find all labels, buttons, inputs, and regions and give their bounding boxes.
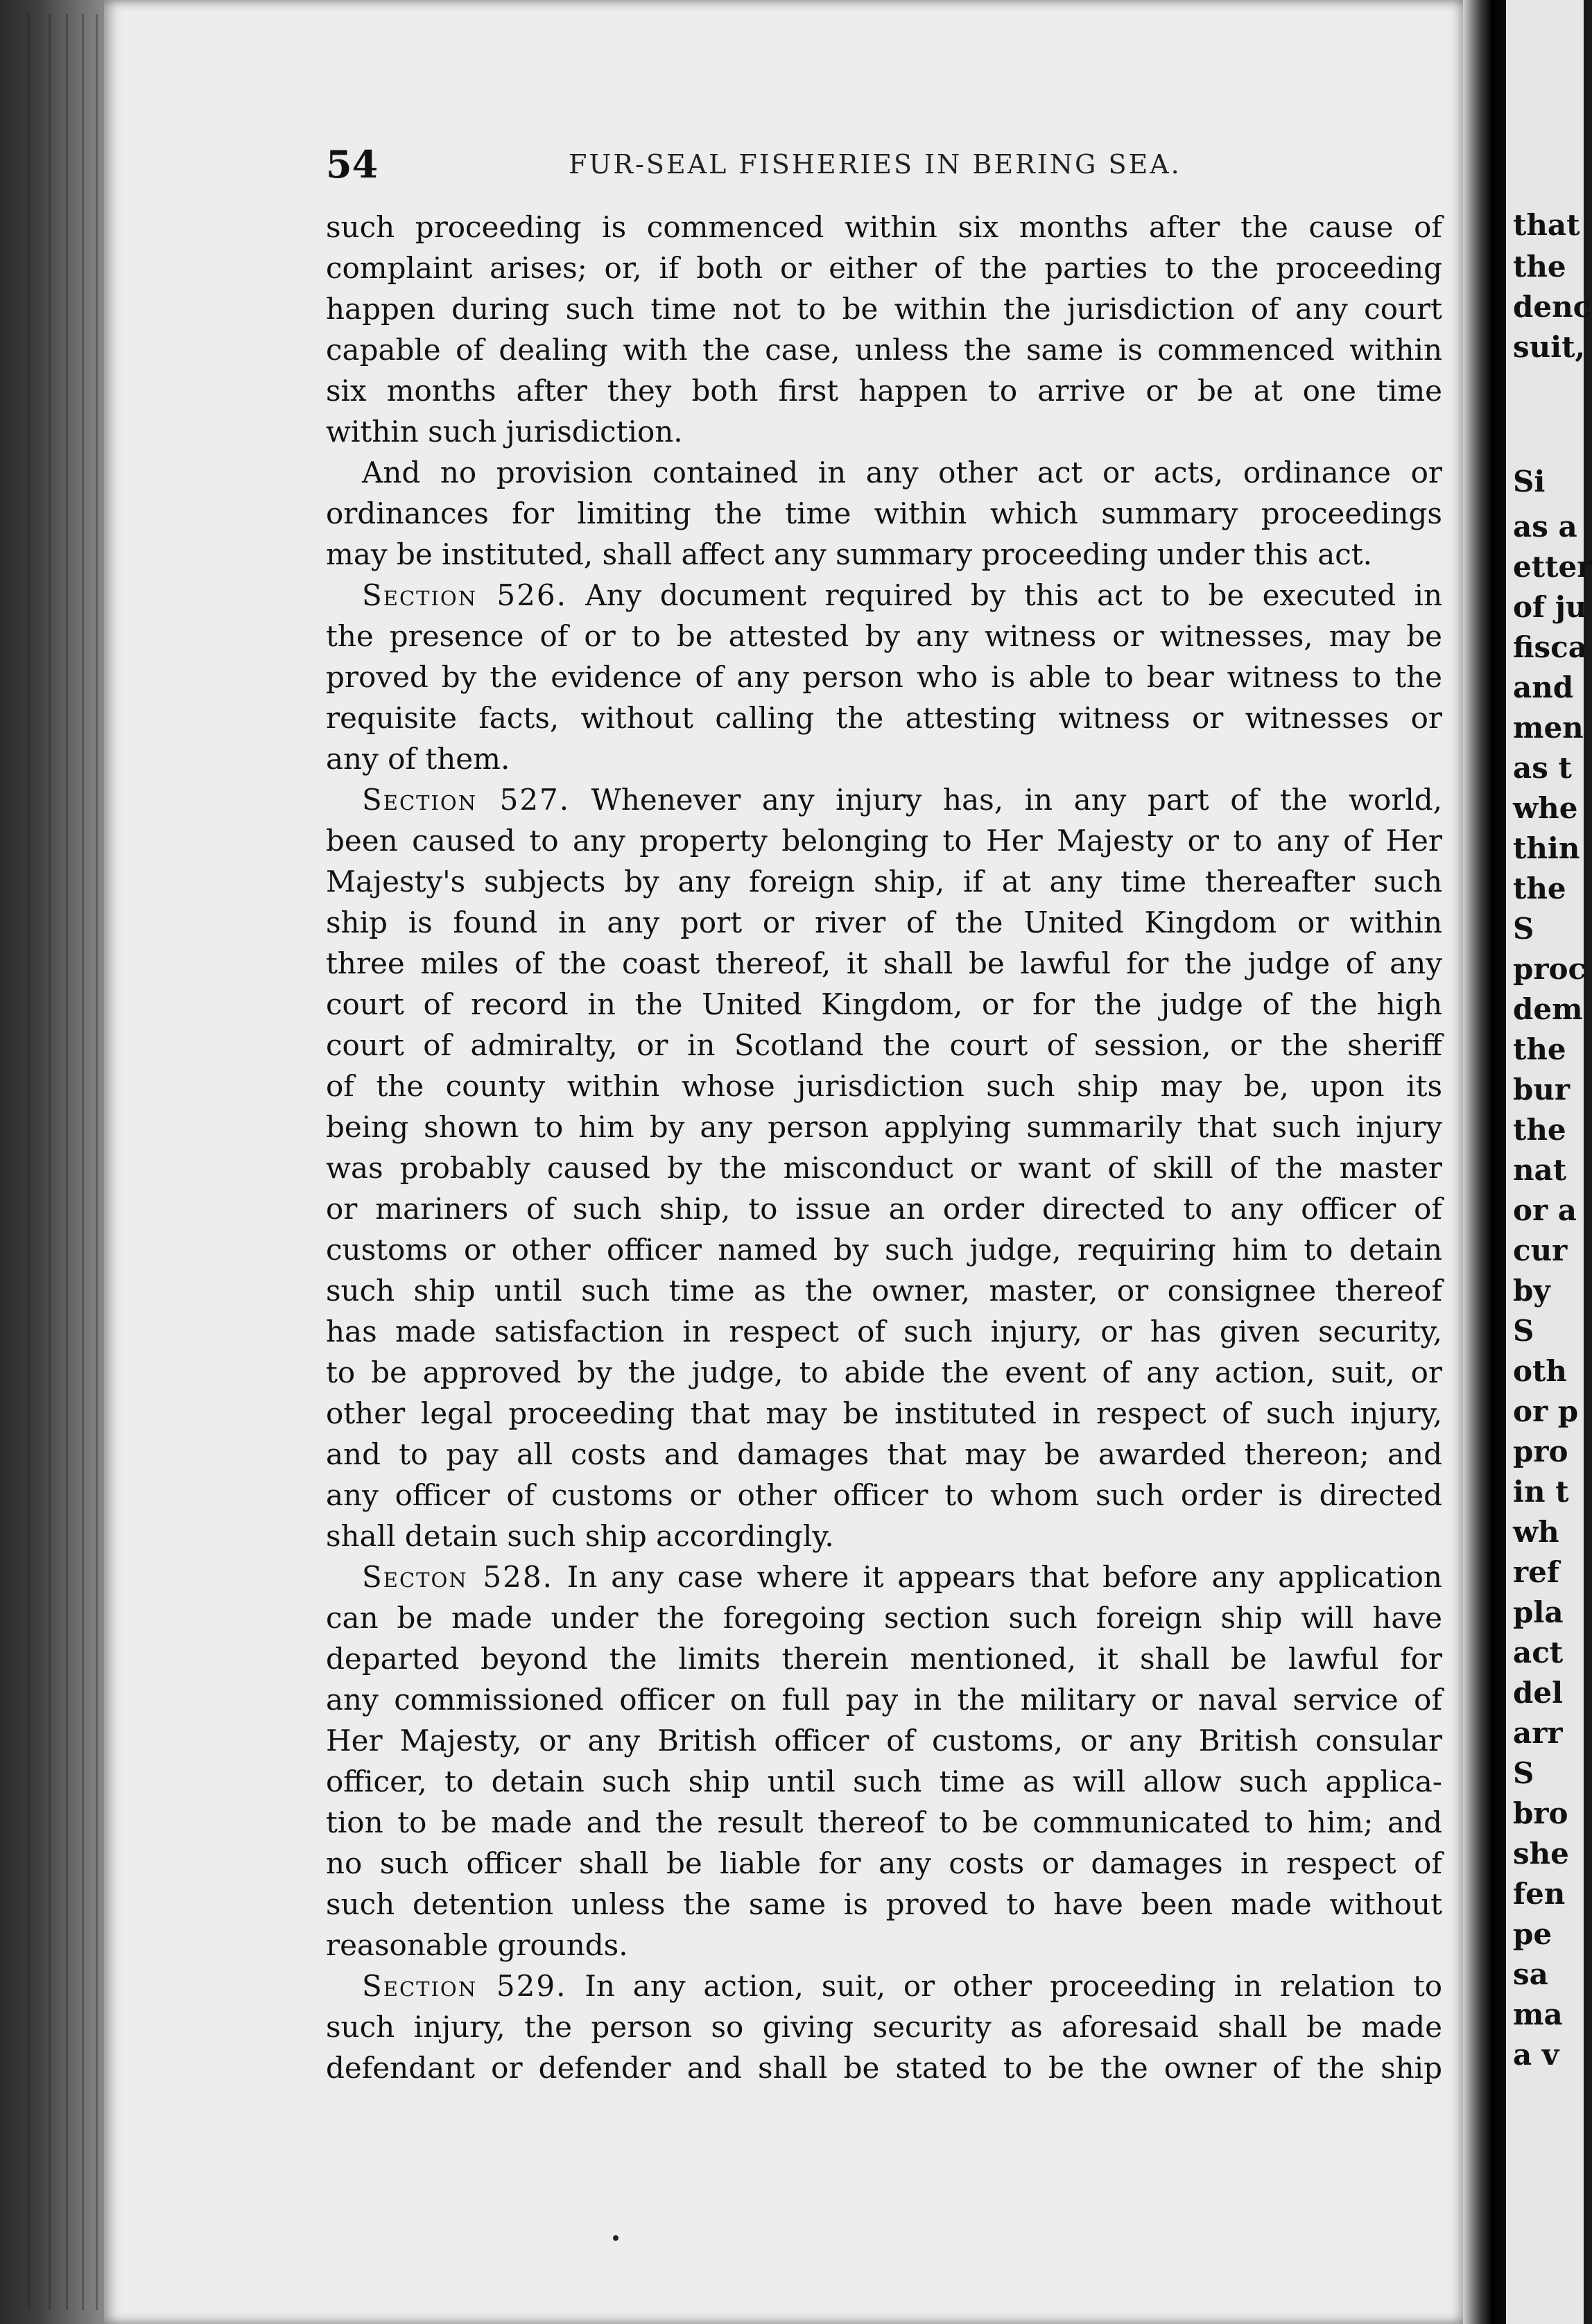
next-page-fragment: or a <box>1513 1193 1577 1227</box>
text-line <box>326 1966 1442 2006</box>
line-text: any commissioned officer on full pay in the military or naval service of <box>326 1683 1442 1717</box>
line-text: to be approved by the judge, to abide the event of any action, suit, or <box>326 1355 1442 1389</box>
next-page-fragment: pe <box>1513 1917 1552 1951</box>
line-text: court of record in the United Kingdom, or for the judge of the high <box>326 987 1442 1021</box>
line-text: other legal proceeding that may be instituted in respect of such injury, <box>326 1396 1442 1430</box>
next-page-edge <box>1506 0 1592 2324</box>
text-line <box>326 1475 1442 1516</box>
next-page-fragment: cur <box>1513 1233 1568 1267</box>
text-line <box>326 1229 1442 1270</box>
next-page-fragment: the <box>1513 1032 1566 1066</box>
line-text: Her Majesty, or any British officer of customs, or any British consular <box>326 1724 1442 1758</box>
text-line <box>326 1270 1442 1311</box>
text-line <box>326 1884 1442 1925</box>
text-line <box>326 1679 1442 1720</box>
line-text: officer, to detain such ship until such time as will allow such applica- <box>326 1764 1442 1798</box>
text-line <box>326 207 1442 248</box>
line-text: defendant or defender and shall be stated to be the owner of the ship <box>326 2051 1442 2085</box>
text-line <box>326 248 1442 288</box>
next-page-fragment: pro <box>1513 1434 1568 1468</box>
line-text: And no provision contained in any other act or acts, ordinance or <box>362 456 1442 489</box>
text-line <box>326 1352 1442 1393</box>
next-page-fragment: by <box>1513 1274 1550 1308</box>
text-line <box>326 1925 1442 1966</box>
body-text <box>326 207 1442 2088</box>
next-page-fragment: the <box>1513 1113 1566 1147</box>
page-number: 54 <box>326 142 379 187</box>
line-text: such detention unless the same is proved to have been made without <box>326 1887 1442 1921</box>
line-text: ordinances for limiting the time within which summary proceedings <box>326 496 1442 530</box>
text-line <box>326 1516 1442 1556</box>
next-page-fragment: pla <box>1513 1595 1564 1629</box>
line-text: tion to be made and the result thereof to be communicated to him; and <box>326 1805 1442 1839</box>
section-heading: Section 529. <box>362 1969 567 2003</box>
line-text: was probably caused by the misconduct or want of skill of the master <box>326 1151 1442 1185</box>
text-line <box>326 370 1442 411</box>
line-text: any of them. <box>326 742 510 776</box>
text-line <box>326 984 1442 1025</box>
next-page-fragment: as t <box>1513 751 1572 785</box>
line-text: happen during such time not to be within the jurisdiction of any court <box>326 292 1442 326</box>
next-page-fragment: bro <box>1513 1796 1568 1830</box>
next-page-fragment: fen <box>1513 1877 1566 1911</box>
line-text: Any document required by this act to be executed in <box>566 578 1442 612</box>
page-stack-line <box>82 14 84 2310</box>
text-line <box>326 779 1442 820</box>
page-stack-line <box>96 14 98 2310</box>
text-line <box>326 1761 1442 1802</box>
line-text: the presence of or to be attested by any witness or witnesses, may be <box>326 619 1442 653</box>
text-line <box>326 452 1442 493</box>
text-line <box>326 738 1442 779</box>
line-text: such proceeding is commenced within six months after the cause of <box>326 210 1442 244</box>
section-heading: Section 527. <box>362 783 571 817</box>
text-line <box>326 820 1442 861</box>
line-text: shall detain such ship accordingly. <box>326 1519 834 1553</box>
next-page-fragment: bur <box>1513 1073 1571 1107</box>
line-text: six months after they both first happen to arrive or be at one time <box>326 374 1442 408</box>
text-line <box>326 2006 1442 2047</box>
page-stack-line <box>28 14 30 2310</box>
text-line <box>326 1720 1442 1761</box>
line-text: Whenever any injury has, in any part of the world, <box>570 783 1442 817</box>
line-text: no such officer shall be liable for any costs or damages in respect of <box>326 1846 1442 1880</box>
line-text: such ship until such time as the owner, master, or consignee thereof <box>326 1274 1442 1308</box>
next-page-fragment: dem <box>1513 992 1583 1026</box>
line-text: such injury, the person so giving security as aforesaid shall be made <box>326 2010 1442 2044</box>
text-line <box>326 493 1442 534</box>
text-line <box>326 902 1442 943</box>
line-text: reasonable grounds. <box>326 1928 628 1962</box>
line-text: and to pay all costs and damages that may be awarded thereon; and <box>326 1437 1442 1471</box>
next-page-fragment: that <box>1513 208 1580 242</box>
page-stack-line <box>66 14 68 2310</box>
text-line <box>326 943 1442 984</box>
line-text: court of admiralty, or in Scotland the court of session, or the sheriff <box>326 1028 1442 1062</box>
next-page-fragment: Si <box>1513 465 1546 498</box>
line-text: departed beyond the limits therein mentioned, it shall be lawful for <box>326 1642 1442 1676</box>
line-text: can be made under the foregoing section such foreign ship will have <box>326 1601 1442 1635</box>
text-line <box>326 1638 1442 1679</box>
line-text: been caused to any property belonging to Her Majesty or to any of Her <box>326 824 1442 858</box>
next-page-fragment: denc <box>1513 290 1591 324</box>
next-page-fragment: men <box>1513 711 1584 745</box>
next-page-fragment: S <box>1513 1756 1534 1790</box>
text-line <box>326 1066 1442 1107</box>
text-line <box>326 1188 1442 1229</box>
next-page-fragment: ma <box>1513 1997 1563 2031</box>
section-heading: Secton 528. <box>362 1560 553 1594</box>
next-page-fragment: in t <box>1513 1475 1569 1509</box>
line-text: requisite facts, without calling the attesting witness or witnesses or <box>326 701 1442 735</box>
line-text: proved by the evidence of any person who is able to bear witness to the <box>326 660 1442 694</box>
line-text: In any action, suit, or other proceeding in relation to <box>566 1969 1442 2003</box>
text-line <box>326 288 1442 329</box>
next-page-fragment: suit, <box>1513 330 1586 364</box>
text-line <box>326 1107 1442 1147</box>
next-page-fragment: ref <box>1513 1555 1559 1589</box>
text-line <box>326 657 1442 697</box>
line-text: may be instituted, shall affect any summary proceeding under this act. <box>326 537 1373 571</box>
page-stack-line <box>49 14 51 2310</box>
text-line <box>326 329 1442 370</box>
text-line <box>326 1597 1442 1638</box>
next-page-fragment: oth <box>1513 1354 1567 1388</box>
text-line <box>326 411 1442 452</box>
next-page-fragment: sa <box>1513 1957 1548 1991</box>
next-page-fragment: del <box>1513 1676 1564 1710</box>
text-line <box>326 2047 1442 2088</box>
next-page-fragment: a v <box>1513 2038 1559 2072</box>
text-line <box>326 697 1442 738</box>
text-line <box>326 1311 1442 1352</box>
line-text: customs or other officer named by such judge, requiring him to detain <box>326 1233 1442 1267</box>
text-line <box>326 1147 1442 1188</box>
text-line <box>326 616 1442 657</box>
book-gutter <box>1463 0 1512 2324</box>
next-page-fragment: thin <box>1513 831 1580 865</box>
next-page-fragment: and <box>1513 670 1574 704</box>
next-page-fragment: whe <box>1513 791 1578 825</box>
section-heading: Section 526. <box>362 578 567 612</box>
text-line <box>326 534 1442 575</box>
next-page-fragment: arr <box>1513 1716 1563 1750</box>
text-line <box>326 861 1442 902</box>
next-page-fragment: she <box>1513 1837 1569 1871</box>
next-page-fragment: the <box>1513 872 1566 905</box>
next-page-fragment: or p <box>1513 1394 1579 1428</box>
next-page-fragment: S <box>1513 1314 1534 1348</box>
line-text: three miles of the coast thereof, it shall be lawful for the judge of any <box>326 946 1442 980</box>
ink-speck <box>613 2235 618 2241</box>
next-page-fragment: of ju <box>1513 590 1587 624</box>
next-page-fragment: S <box>1513 912 1534 946</box>
line-text: of the county within whose jurisdiction such ship may be, upon its <box>326 1069 1442 1103</box>
next-page-fragment: etter <box>1513 550 1592 584</box>
line-text: capable of dealing with the case, unless the same is commenced within <box>326 333 1442 367</box>
next-page-fragment: proc <box>1513 952 1586 986</box>
page-header <box>326 142 1435 191</box>
line-text: In any case where it appears that before any application <box>553 1560 1442 1594</box>
line-text: being shown to him by any person applying summarily that such injury <box>326 1110 1442 1144</box>
next-page-fragment: fisca <box>1513 630 1587 664</box>
line-text: Majesty's subjects by any foreign ship, if at any time thereafter such <box>326 865 1442 899</box>
running-head: FUR-SEAL FISHERIES IN BERING SEA. <box>569 149 1182 180</box>
line-text: ship is found in any port or river of the United Kingdom or within <box>326 905 1442 939</box>
next-page-fragment: as a <box>1513 510 1577 544</box>
text-line <box>326 1434 1442 1475</box>
line-text: or mariners of such ship, to issue an order directed to any officer of <box>326 1192 1442 1226</box>
line-text: within such jurisdiction. <box>326 415 683 449</box>
text-line <box>326 1843 1442 1884</box>
next-page-fragment: act <box>1513 1636 1564 1670</box>
text-line <box>326 1393 1442 1434</box>
text-line <box>326 575 1442 616</box>
line-text: complaint arises; or, if both or either of the parties to the proceeding <box>326 251 1442 285</box>
text-line <box>326 1556 1442 1597</box>
line-text: any officer of customs or other officer to whom such order is directed <box>326 1478 1442 1512</box>
text-line <box>326 1025 1442 1066</box>
next-page-fragment: the <box>1513 250 1566 284</box>
text-line <box>326 1802 1442 1843</box>
next-page-fragment: nat <box>1513 1153 1567 1187</box>
line-text: has made satisfaction in respect of such injury, or has given security, <box>326 1315 1442 1349</box>
next-page-fragment: wh <box>1513 1515 1559 1549</box>
